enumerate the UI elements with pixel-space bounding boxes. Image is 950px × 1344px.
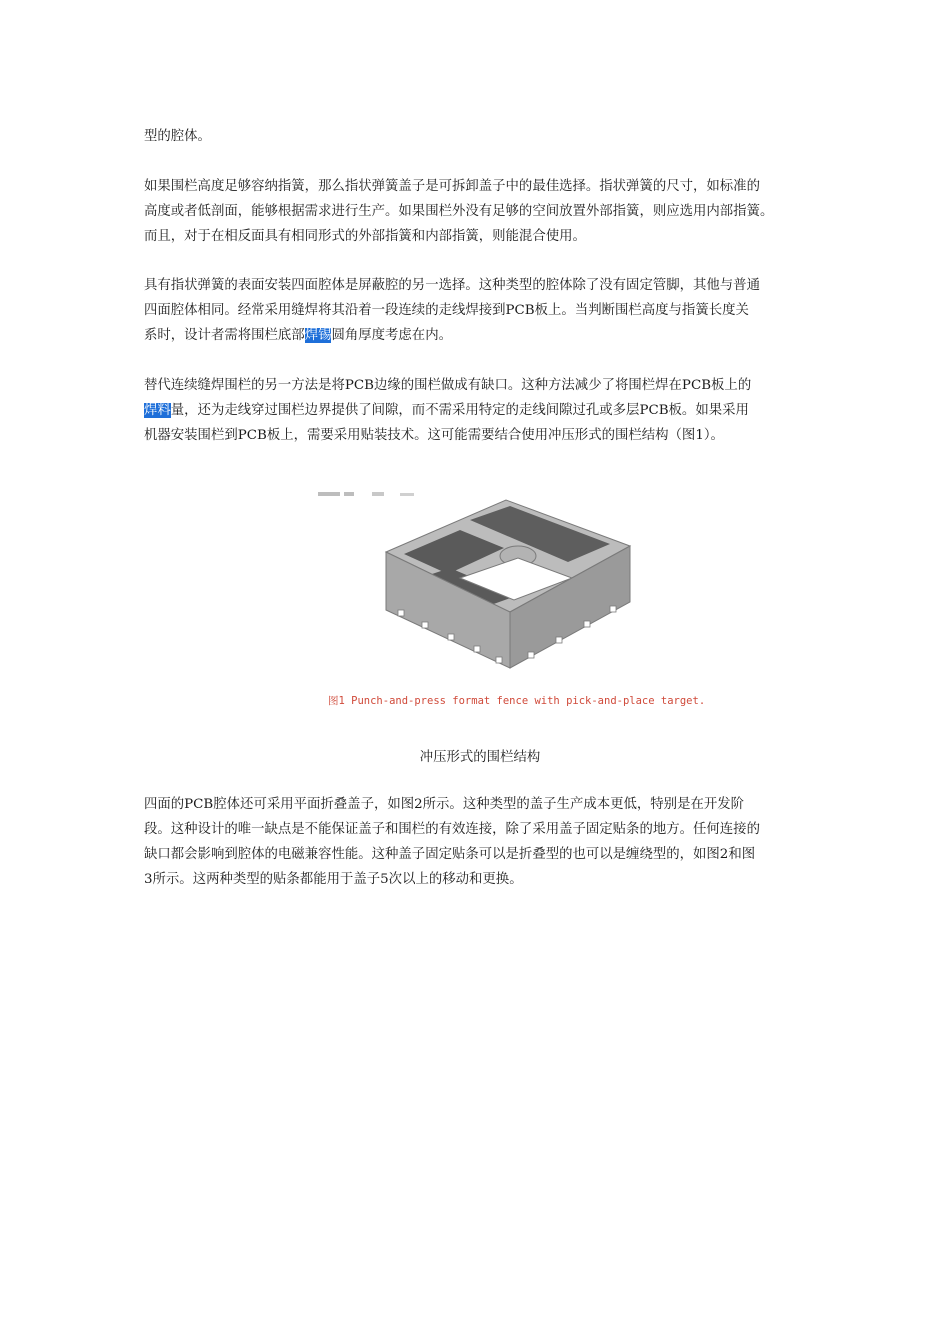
text-line: 而且，对于在相反面具有相同形式的外部指簧和内部指簧，则能混合使用。 — [144, 229, 586, 244]
paragraph-folded-lid — [144, 792, 816, 892]
fence-illustration — [310, 482, 715, 712]
text-segment: 圆角厚度考虑在内。 — [331, 328, 452, 343]
text-line: 四面的PCB腔体还可采用平面折叠盖子，如图2所示。这种类型的盖子生产成本更低，特别是在开发阶 — [144, 797, 745, 812]
text-line: 3所示。这两种类型的贴条都能用于盖子5次以上的移动和更换。 — [144, 872, 523, 887]
paragraph-surface-mount-cavity — [144, 273, 816, 348]
figure-embedded-caption: 图1 Punch-and-press format fence with pick-and-place target. — [328, 695, 706, 707]
crop-remnant — [318, 492, 340, 496]
notch — [610, 606, 616, 612]
paragraph-cavity-end — [144, 124, 816, 149]
notch — [556, 637, 562, 643]
text-line: 缺口都会影响到腔体的电磁兼容性能。这种盖子固定贴条可以是折叠型的也可以是缠绕型的，如图2和图 — [144, 847, 756, 862]
text-line: 替代连续缝焊围栏的另一方法是将PCB边缘的围栏做成有缺口。这种方法减少了将围栏焊在PCB板上的 — [144, 378, 752, 393]
text-line: 机器安装围栏到PCB板上，需要采用贴装技术。这可能需要结合使用冲压形式的围栏结构（图1）。 — [144, 428, 724, 443]
selected-text-highlight[interactable]: 焊锡 — [304, 328, 332, 343]
text-line — [144, 398, 816, 423]
paragraph-notched-fence — [144, 373, 816, 448]
text-line: 段。这种设计的唯一缺点是不能保证盖子和围栏的有效连接，除了采用盖子固定贴条的地方。任何连接的 — [144, 822, 760, 837]
notch — [422, 622, 428, 628]
notch — [584, 621, 590, 627]
text-line: 四面腔体相同。经常采用缝焊将其沿着一段连续的走线焊接到PCB板上。当判断围栏高度与指簧长度关 — [144, 303, 749, 318]
text-line: 如果围栏高度足够容纳指簧，那么指状弹簧盖子是可拆卸盖子中的最佳选择。指状弹簧的尺寸，如标准的 — [144, 179, 760, 194]
crop-remnant — [400, 493, 414, 496]
figure-fence-image — [310, 482, 715, 712]
notch — [528, 652, 534, 658]
crop-remnant — [372, 492, 384, 496]
notch — [448, 634, 454, 640]
text-line: 型的腔体。 — [144, 129, 211, 144]
selected-text-highlight[interactable]: 焊料 — [144, 403, 171, 418]
text-line — [144, 323, 816, 348]
notch — [474, 646, 480, 652]
text-segment: 系时，设计者需将围栏底部 — [144, 328, 305, 343]
crop-remnant — [344, 492, 354, 496]
figure-caption: 冲压形式的围栏结构 — [419, 750, 541, 765]
text-line: 高度或者低剖面，能够根据需求进行生产。如果围栏外没有足够的空间放置外部指簧，则应选用内部指簧。 — [144, 204, 774, 219]
paragraph-finger-spring-lid — [144, 174, 816, 249]
notch — [496, 657, 502, 663]
text-segment: 量，还为走线穿过围栏边界提供了间隙，而不需采用特定的走线间隙过孔或多层PCB板。如果采用 — [170, 403, 749, 418]
text-line: 具有指状弹簧的表面安装四面腔体是屏蔽腔的另一选择。这种类型的腔体除了没有固定管脚，其他与普通 — [144, 278, 760, 293]
notch — [398, 610, 404, 616]
